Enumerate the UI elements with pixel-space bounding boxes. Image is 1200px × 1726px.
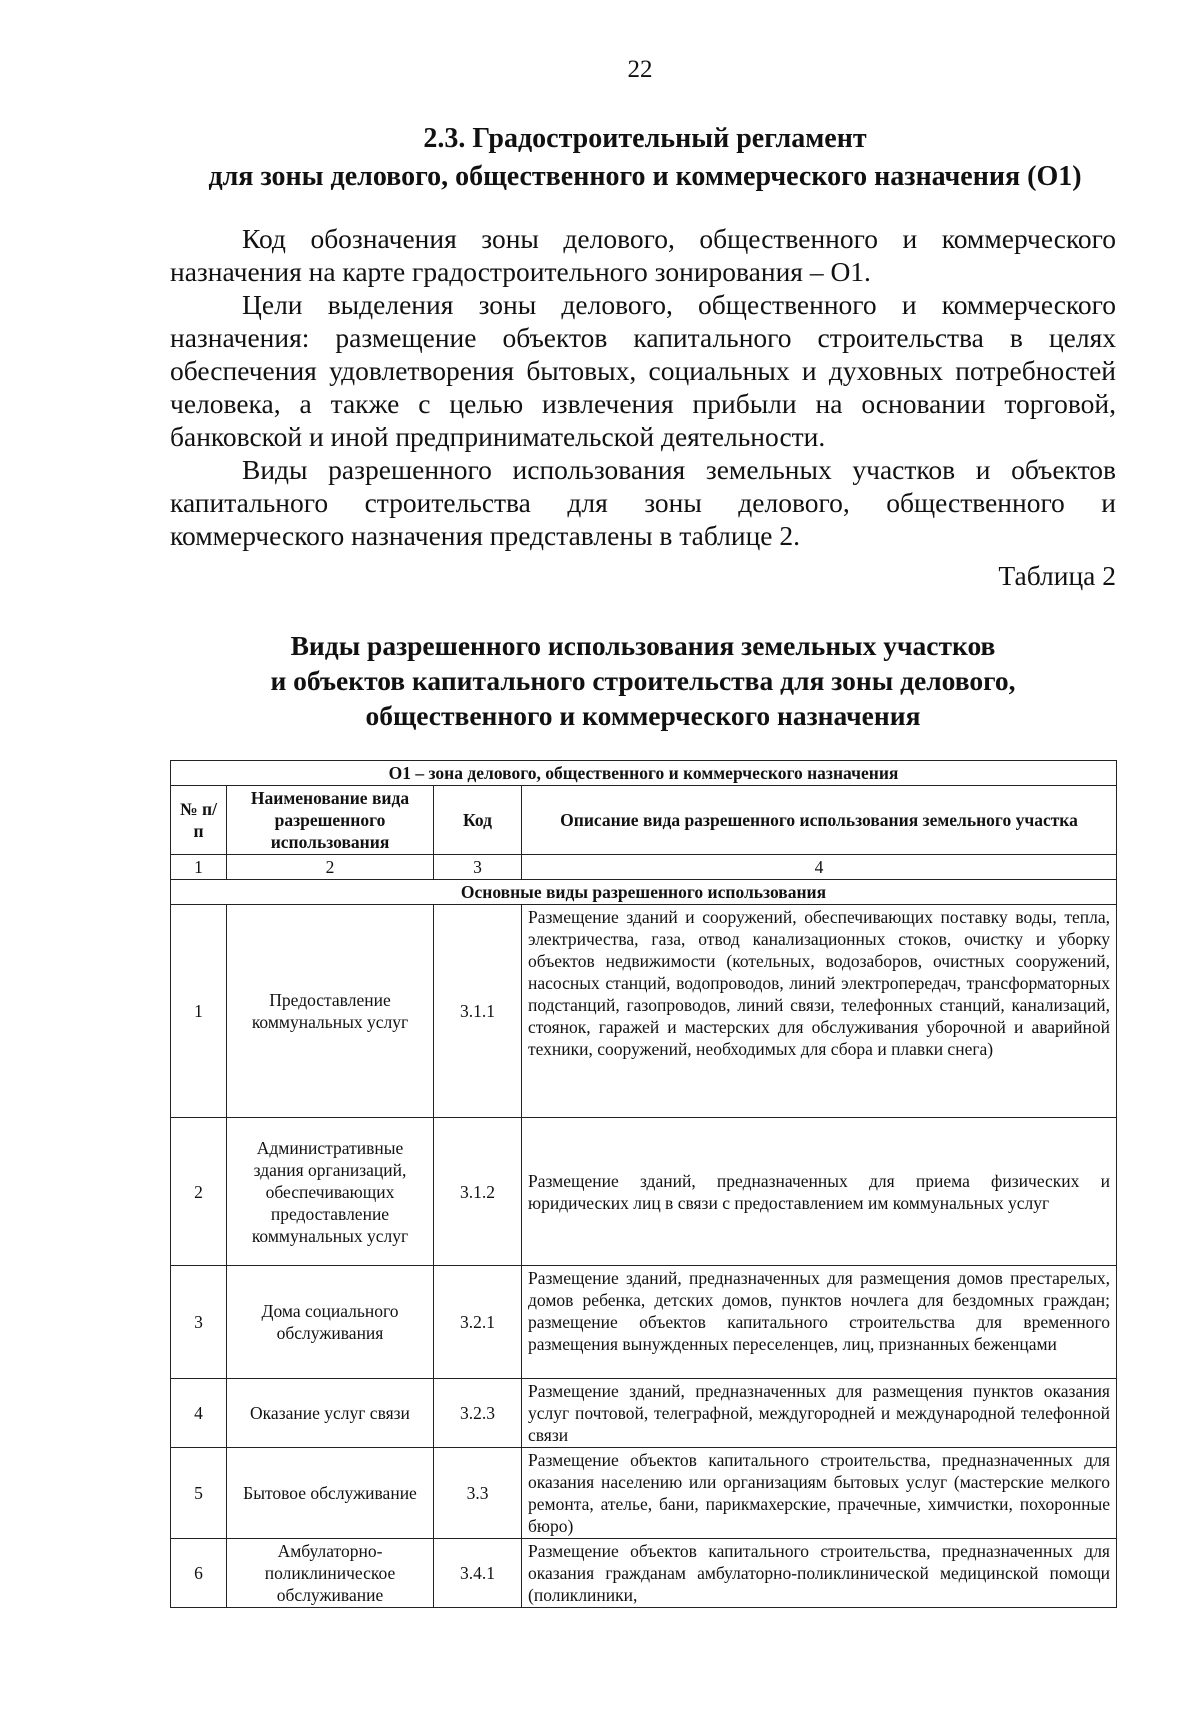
regulation-table xyxy=(170,760,1117,1608)
row-num: 5 xyxy=(171,1448,227,1539)
table-row xyxy=(171,1448,1117,1539)
table-row xyxy=(171,1266,1117,1379)
col-number: 1 xyxy=(171,855,227,880)
row-code: 3.2.3 xyxy=(434,1379,522,1448)
col-number: 2 xyxy=(227,855,434,880)
table-title xyxy=(170,628,1116,733)
row-name: Бытовое обслуживание xyxy=(227,1448,434,1539)
row-desc: Размещение зданий, предназначенных для размещения пунктов оказания услуг почтовой, телеграфной, междугородней и международной телефонной связи xyxy=(522,1379,1117,1448)
paragraph-table-reference: Виды разрешенного использования земельных участков и объектов капитального строительства для зоны делового, общественного и коммерческого назначения представлены в таблице 2. xyxy=(170,454,1116,551)
table-title-line-1: Виды разрешенного использования земельных участков xyxy=(290,630,996,661)
page-number: 22 xyxy=(627,56,653,83)
row-num: 6 xyxy=(171,1539,227,1608)
table-title-line-2: и объектов капитального строительства для зоны делового, xyxy=(270,665,1016,696)
row-code: 3.4.1 xyxy=(434,1539,522,1608)
table-label: Таблица 2 xyxy=(998,560,1116,591)
row-name: Оказание услуг связи xyxy=(227,1379,434,1448)
section-header-row xyxy=(171,880,1117,905)
table-row xyxy=(171,905,1117,1118)
section-title-line-2: для зоны делового, общественного и коммерческого назначения (О1) xyxy=(208,161,1082,192)
column-number-row xyxy=(171,855,1117,880)
row-desc: Размещение зданий и сооружений, обеспечивающих поставку воды, тепла, электричества, газа, отвод канализационных стоков, очистку и уборку объектов недвижимости (котельных, водозаборов, очистных сооружений, насосных станций, водопроводов, линий электропередач, трансформаторных подстанций, газопроводов, линий связи, телефонных станций, канализаций, стоянок, гаражей и мастерских для обслуживания уборочной и аварийной техники, сооружений, необходимых для сбора и плавки снега) xyxy=(522,905,1117,1118)
row-desc: Размещение зданий, предназначенных для размещения домов престарелых, домов ребенка, детских домов, пунктов ночлега для бездомных граждан; размещение объектов капитального строительства для временного размещения вынужденных переселенцев, лиц, признанных беженцами xyxy=(522,1266,1117,1379)
table-row xyxy=(171,1379,1117,1448)
section-title xyxy=(170,120,1120,196)
row-num: 1 xyxy=(171,905,227,1118)
paragraph-zone-code: Код обозначения зоны делового, общественного и коммерческого назначения на карте градостроительного зонирования – О1. xyxy=(170,223,1116,287)
row-code: 3.1.1 xyxy=(434,905,522,1118)
section-title-line-1: 2.3. Градостроительный регламент xyxy=(423,123,867,154)
row-desc: Размещение объектов капитального строительства, предназначенных для оказания населению или организациям бытовых услуг (мастерские мелкого ремонта, ателье, бани, парикмахерские, прачечные, химчистки, похоронные бюро) xyxy=(522,1448,1117,1539)
header-name: Наименование вида разрешенного использования xyxy=(227,786,434,855)
paragraph-zone-goals: Цели выделения зоны делового, общественного и коммерческого назначения: размещение объектов капитального строительства в целях обеспечения удовлетворения бытовых, социальных и духовных потребностей человека, а также с целью извлечения прибыли на основании торговой, банковской и иной предпринимательской деятельности. xyxy=(170,289,1116,452)
row-desc: Размещение объектов капитального строительства, предназначенных для оказания гражданам амбулаторно-поликлинической медицинской помощи (поликлиники, xyxy=(522,1539,1117,1608)
row-name: Предоставление коммунальных услуг xyxy=(227,905,434,1118)
table-zone-header-row xyxy=(171,761,1117,786)
row-name: Дома социального обслуживания xyxy=(227,1266,434,1379)
row-num: 2 xyxy=(171,1118,227,1266)
zone-header: О1 – зона делового, общественного и коммерческого назначения xyxy=(171,761,1117,786)
row-num: 3 xyxy=(171,1266,227,1379)
header-desc: Описание вида разрешенного использования земельного участка xyxy=(522,786,1117,855)
row-name: Амбулаторно-поликлиническое обслуживание xyxy=(227,1539,434,1608)
row-desc: Размещение зданий, предназначенных для приема физических и юридических лиц в связи с предоставлением им коммунальных услуг xyxy=(522,1118,1117,1266)
section-header: Основные виды разрешенного использования xyxy=(171,880,1117,905)
row-name: Административные здания организаций, обеспечивающих предоставление коммунальных услуг xyxy=(227,1118,434,1266)
table-header-row xyxy=(171,786,1117,855)
row-code: 3.2.1 xyxy=(434,1266,522,1379)
row-code: 3.1.2 xyxy=(434,1118,522,1266)
table-row xyxy=(171,1118,1117,1266)
table-row xyxy=(171,1539,1117,1608)
header-num: № п/п xyxy=(171,786,227,855)
col-number: 3 xyxy=(434,855,522,880)
body-text xyxy=(170,222,1116,552)
header-code: Код xyxy=(434,786,522,855)
col-number: 4 xyxy=(522,855,1117,880)
row-num: 4 xyxy=(171,1379,227,1448)
table-title-line-3: общественного и коммерческого назначения xyxy=(365,700,921,731)
row-code: 3.3 xyxy=(434,1448,522,1539)
